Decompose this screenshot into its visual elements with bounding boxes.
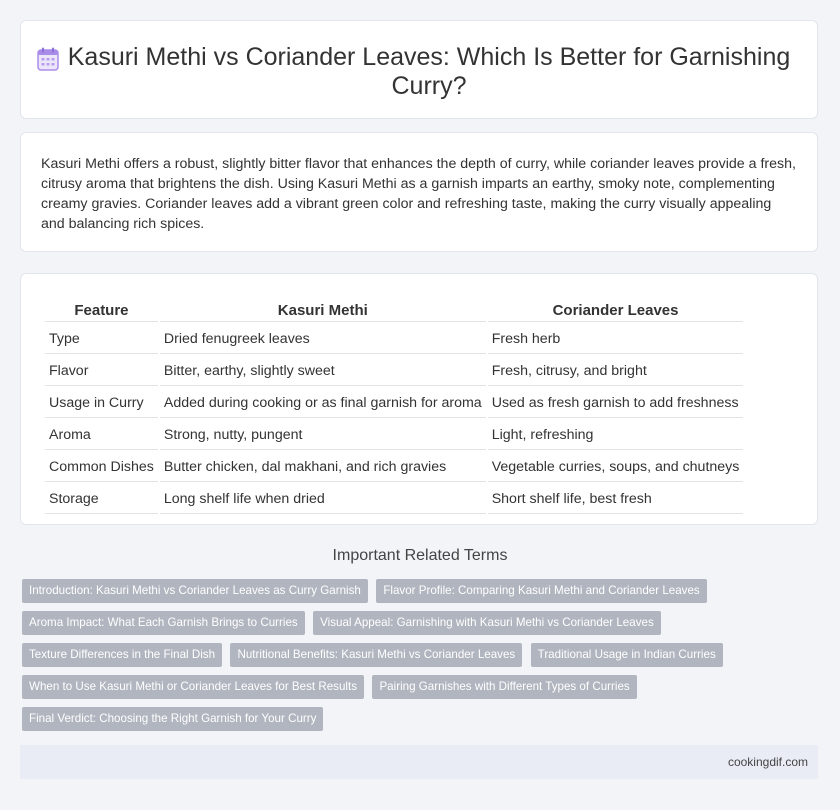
table-row [45,452,743,482]
table-cell: Aroma [45,420,158,450]
related-terms-heading: Important Related Terms [332,547,508,564]
comparison-card [20,273,818,525]
table-cell: Strong, nutty, pungent [160,420,486,450]
related-term-tag[interactable]: Visual Appeal: Garnishing with Kasuri Methi vs Coriander Leaves [313,611,661,635]
related-term-tag[interactable]: Traditional Usage in Indian Curries [531,643,723,667]
table-cell: Fresh herb [488,324,744,354]
table-row [45,484,743,514]
table-cell: Fresh, citrusy, and bright [488,356,744,386]
comparison-table [43,295,745,516]
table-cell: Vegetable curries, soups, and chutneys [488,452,744,482]
table-cell: Dried fenugreek leaves [160,324,486,354]
page-title: Kasuri Methi vs Coriander Leaves: Which Is Better for Garnishing Curry? [67,43,791,100]
calendar-icon [37,47,59,71]
table-row [45,324,743,354]
title-card [20,20,818,119]
table-cell: Long shelf life when dried [160,484,486,514]
table-cell: Storage [45,484,158,514]
intro-paragraph: Kasuri Methi offers a robust, slightly bitter flavor that enhances the depth of curry, while coriander leaves provide a fresh, citrusy aroma that brightens the dish. Using Kasuri Methi as a garnish imparts an earthy, smoky note, complementing creamy gravies. Coriander leaves add a vibrant green color and refreshing taste, making the curry visually appealing and balancing rich spices. [41,156,796,232]
related-term-tag[interactable]: Pairing Garnishes with Different Types of Curries [372,675,636,699]
table-cell: Common Dishes [45,452,158,482]
table-header-row [45,297,743,322]
column-header-kasuri-methi: Kasuri Methi [160,297,486,322]
related-terms-list [22,579,782,739]
table-cell: Used as fresh garnish to add freshness [488,388,744,418]
table-cell: Butter chicken, dal makhani, and rich gravies [160,452,486,482]
column-header-feature: Feature [45,297,158,322]
related-term-tag[interactable]: Nutritional Benefits: Kasuri Methi vs Coriander Leaves [230,643,522,667]
column-header-coriander-leaves: Coriander Leaves [488,297,744,322]
table-cell: Added during cooking or as final garnish for aroma [160,388,486,418]
footer [20,745,818,779]
table-cell: Type [45,324,158,354]
table-cell: Light, refreshing [488,420,744,450]
related-term-tag[interactable]: Texture Differences in the Final Dish [22,643,222,667]
related-term-tag[interactable]: Final Verdict: Choosing the Right Garnish for Your Curry [22,707,323,731]
related-term-tag[interactable]: When to Use Kasuri Methi or Coriander Leaves for Best Results [22,675,364,699]
intro-card [20,132,818,252]
table-cell: Flavor [45,356,158,386]
table-row [45,388,743,418]
table-cell: Bitter, earthy, slightly sweet [160,356,486,386]
table-row [45,420,743,450]
table-row [45,356,743,386]
table-cell: Usage in Curry [45,388,158,418]
related-term-tag[interactable]: Introduction: Kasuri Methi vs Coriander Leaves as Curry Garnish [22,579,368,603]
related-term-tag[interactable]: Flavor Profile: Comparing Kasuri Methi and Coriander Leaves [376,579,706,603]
related-term-tag[interactable]: Aroma Impact: What Each Garnish Brings to Curries [22,611,305,635]
footer-site-link[interactable]: cookingdif.com [727,755,808,769]
table-cell: Short shelf life, best fresh [488,484,744,514]
